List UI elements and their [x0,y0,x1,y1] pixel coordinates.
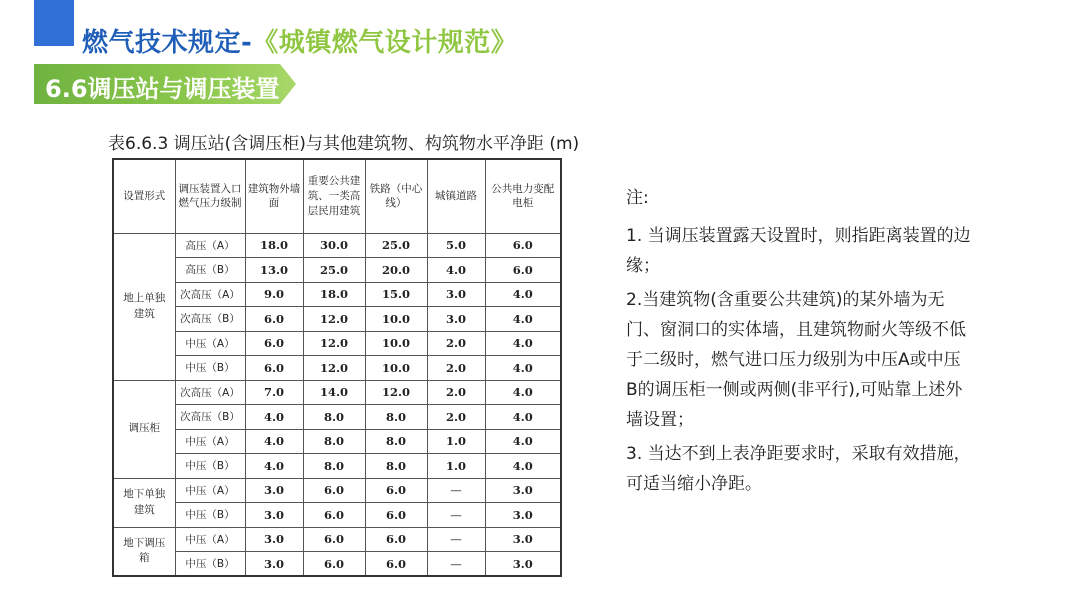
clearance-table [112,158,562,577]
column-header: 公共电力变配电柜 [485,159,561,233]
distance-cell: 8.0 [365,454,427,479]
distance-cell: 10.0 [365,331,427,356]
pressure-level-cell: 次高压（A） [175,282,245,307]
distance-cell: 2.0 [427,356,485,381]
column-header: 建筑物外墙面 [245,159,303,233]
pressure-level-cell: 中压（A） [175,527,245,552]
note-item-2: 2.当建筑物(含重要公共建筑)的某外墙为无门、窗洞口的实体墙，且建筑物耐火等级不低于二级时，燃气进口压力级别为中压A或中压B的调压柜一侧或两侧(非平行),可贴靠上述外墙设置； [626,290,966,430]
distance-cell: 3.0 [245,552,303,577]
pressure-level-cell: 高压（B） [175,258,245,283]
distance-cell: 8.0 [365,429,427,454]
distance-cell: 3.0 [427,282,485,307]
distance-cell: 1.0 [427,454,485,479]
section-title: 6.6调压站与调压装置 [45,75,280,103]
distance-cell: 4.0 [245,454,303,479]
table-row [113,282,561,307]
distance-cell: 6.0 [303,503,365,528]
distance-cell: 6.0 [303,527,365,552]
note-item-1: 1. 当调压装置露天设置时，则指距离装置的边缘； [626,226,971,276]
table-header-row [113,159,561,233]
notes-panel [626,183,971,503]
distance-cell: 25.0 [303,258,365,283]
distance-cell: 13.0 [245,258,303,283]
distance-cell: 6.0 [365,478,427,503]
distance-cell: 18.0 [303,282,365,307]
table-row [113,356,561,381]
table-row [113,429,561,454]
distance-cell: 4.0 [485,429,561,454]
distance-cell: 8.0 [303,454,365,479]
distance-cell: 18.0 [245,233,303,258]
table-row [113,503,561,528]
title-accent-bar [34,0,74,46]
table-caption: 表6.6.3 调压站(含调压柜)与其他建筑物、构筑物水平净距 (m) [108,134,580,154]
table-body [113,233,561,576]
distance-cell: 6.0 [245,331,303,356]
pressure-level-cell: 中压（B） [175,552,245,577]
table-row [113,258,561,283]
distance-cell: 4.0 [485,380,561,405]
setting-form-cell: 调压柜 [113,380,175,478]
table-row [113,454,561,479]
distance-cell: 30.0 [303,233,365,258]
table-row [113,307,561,332]
distance-cell: 12.0 [365,380,427,405]
distance-cell: 3.0 [485,552,561,577]
pressure-level-cell: 中压（A） [175,478,245,503]
distance-cell: 6.0 [303,552,365,577]
distance-cell: — [427,552,485,577]
table-row [113,552,561,577]
distance-cell: 5.0 [427,233,485,258]
notes-heading: 注: [626,188,649,208]
column-header: 重要公共建筑、一类高层民用建筑 [303,159,365,233]
column-header: 城镇道路 [427,159,485,233]
distance-cell: — [427,503,485,528]
distance-cell: 6.0 [485,233,561,258]
distance-cell: 3.0 [245,503,303,528]
distance-cell: 3.0 [245,527,303,552]
distance-cell: 1.0 [427,429,485,454]
distance-cell: 6.0 [303,478,365,503]
distance-cell: 3.0 [427,307,485,332]
column-header: 设置形式 [113,159,175,233]
distance-cell: 4.0 [485,307,561,332]
distance-cell: 4.0 [427,258,485,283]
distance-cell: 6.0 [365,552,427,577]
distance-cell: 8.0 [303,429,365,454]
table-row [113,405,561,430]
table-row [113,380,561,405]
distance-cell: 2.0 [427,405,485,430]
pressure-level-cell: 中压（B） [175,503,245,528]
pressure-level-cell: 中压（B） [175,356,245,381]
distance-cell: 4.0 [245,429,303,454]
pressure-level-cell: 次高压（B） [175,307,245,332]
distance-cell: 3.0 [245,478,303,503]
pressure-level-cell: 次高压（B） [175,405,245,430]
distance-cell: 4.0 [485,282,561,307]
pressure-level-cell: 中压（A） [175,331,245,356]
pressure-level-cell: 中压（B） [175,454,245,479]
distance-cell: 4.0 [485,405,561,430]
pressure-level-cell: 次高压（A） [175,380,245,405]
distance-cell: 2.0 [427,331,485,356]
distance-cell: 10.0 [365,356,427,381]
distance-cell: 12.0 [303,356,365,381]
setting-form-cell: 地下单独建筑 [113,478,175,527]
distance-cell: 6.0 [365,503,427,528]
distance-cell: 8.0 [303,405,365,430]
page-title-main: 燃气技术规定- [82,28,253,58]
table-row [113,331,561,356]
table-row [113,478,561,503]
table-row [113,527,561,552]
column-header: 调压装置入口燃气压力级制 [175,159,245,233]
distance-cell: 2.0 [427,380,485,405]
distance-cell: 25.0 [365,233,427,258]
distance-cell: 7.0 [245,380,303,405]
pressure-level-cell: 中压（A） [175,429,245,454]
pressure-level-cell: 高压（A） [175,233,245,258]
distance-cell: 4.0 [485,331,561,356]
distance-cell: 12.0 [303,331,365,356]
distance-cell: 3.0 [485,503,561,528]
setting-form-cell: 地上单独建筑 [113,233,175,380]
distance-cell: 6.0 [485,258,561,283]
note-item-3: 3. 当达不到上表净距要求时，采取有效措施，可适当缩小净距。 [626,444,971,494]
distance-cell: 6.0 [365,527,427,552]
setting-form-cell: 地下调压箱 [113,527,175,576]
distance-cell: 3.0 [485,478,561,503]
page-title-highlight: 《城镇燃气设计规范》 [252,28,518,58]
distance-cell: 6.0 [245,356,303,381]
distance-cell: 4.0 [485,356,561,381]
distance-cell: 6.0 [245,307,303,332]
distance-cell: 4.0 [485,454,561,479]
distance-cell: 14.0 [303,380,365,405]
distance-cell: — [427,478,485,503]
distance-cell: 3.0 [485,527,561,552]
distance-cell: 9.0 [245,282,303,307]
page-title [82,22,517,59]
distance-cell: 8.0 [365,405,427,430]
distance-cell: 12.0 [303,307,365,332]
distance-cell: 15.0 [365,282,427,307]
table-row [113,233,561,258]
distance-cell: — [427,527,485,552]
distance-cell: 10.0 [365,307,427,332]
distance-cell: 4.0 [245,405,303,430]
column-header: 铁路（中心线） [365,159,427,233]
distance-cell: 20.0 [365,258,427,283]
